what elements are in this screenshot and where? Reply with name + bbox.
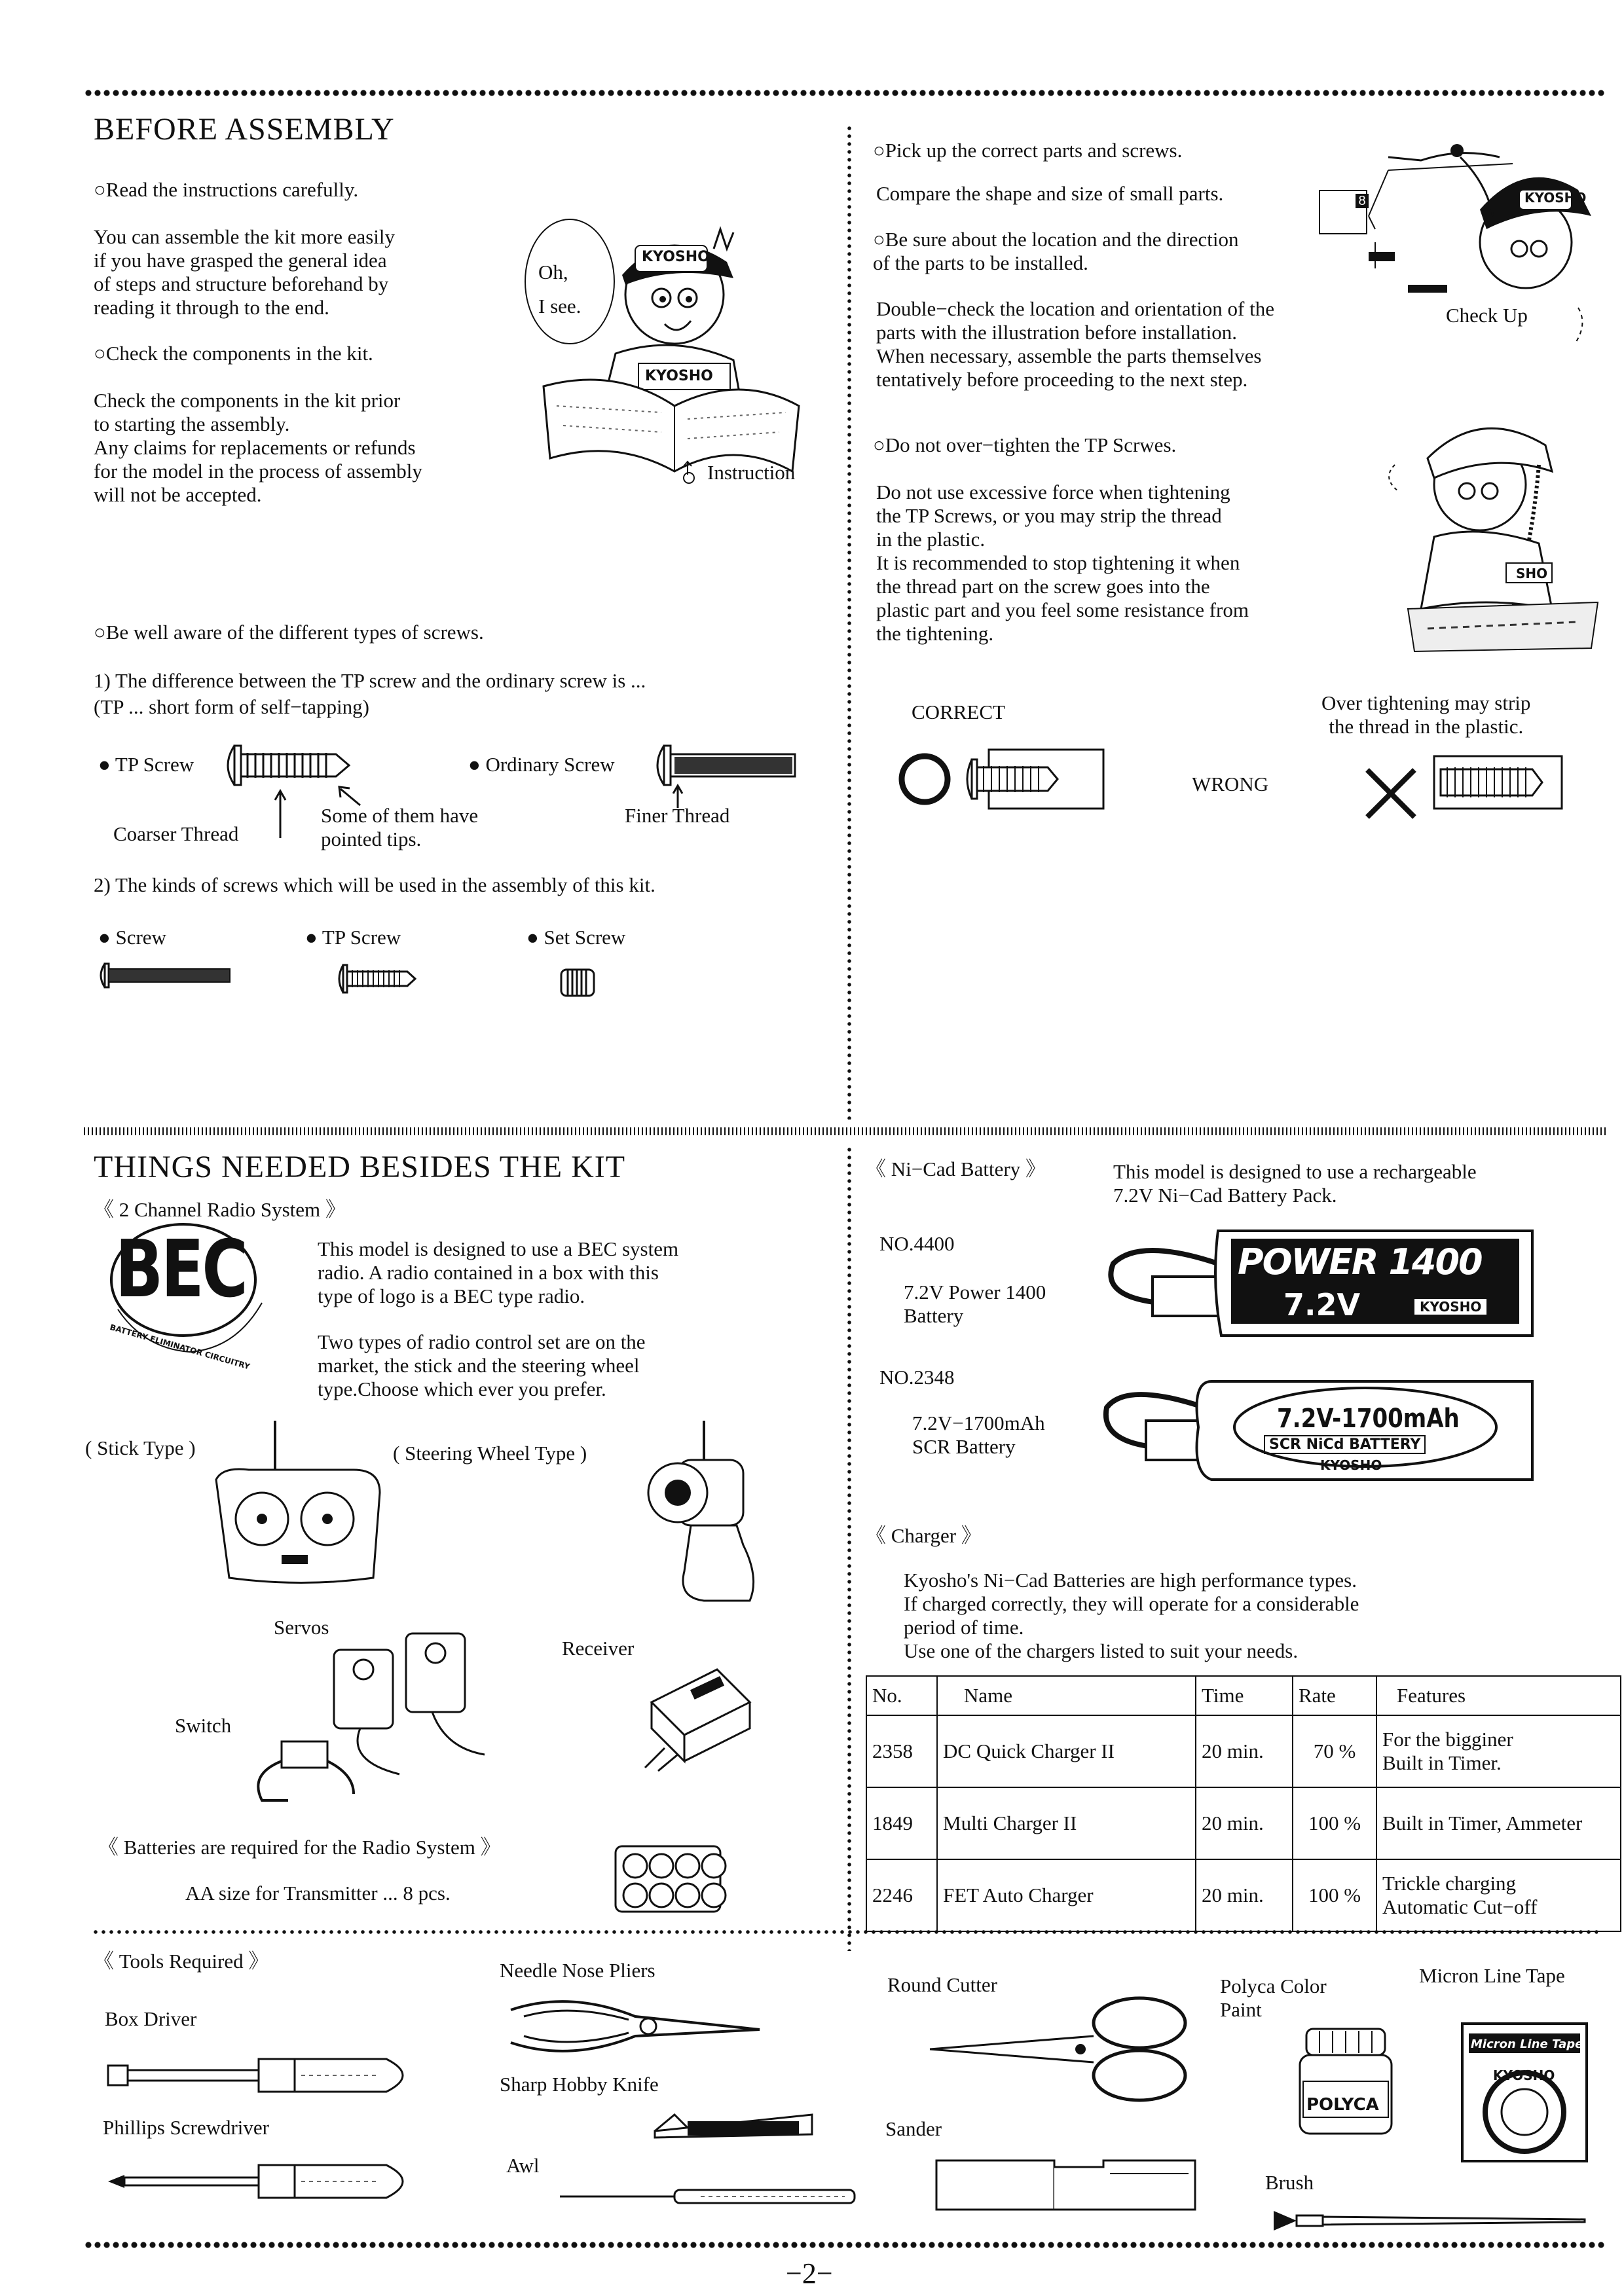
charger-heading: 《 Charger 》 [866,1524,982,1547]
correct-label: CORRECT [912,701,1005,723]
correct-screw-drawing [963,746,1108,812]
kind-set-screw: ● Set Screw [526,926,626,949]
header-no: No. [866,1676,937,1715]
sander-label: Sander [885,2117,942,2140]
page-number: −2− [786,2257,833,2289]
nicad-intro: This model is designed to use a rechargeable 7.2V Ni−Cad Battery Pack. [1113,1160,1477,1207]
header-features: Features [1376,1676,1621,1715]
things-needed-title: THINGS NEEDED BESIDES THE KIT [94,1150,626,1184]
set-screw-drawing [558,966,597,999]
check-heading: ○Check the components in the kit. [94,342,373,365]
stick-type-label: ( Stick Type ) [85,1436,196,1459]
cell-no: 1849 [866,1787,937,1859]
bottom-border [84,2242,1607,2248]
check-cap-logo: KYOSHO [1524,190,1587,206]
receiver-illustration [638,1663,756,1774]
compare-text: Compare the shape and size of small parts. [876,182,1224,205]
micron-brand: KYOSHO [1493,2068,1555,2083]
battery2-desc: 7.2V−1700mAh SCR Battery [912,1412,1045,1458]
wheel-type-label: ( Steering Wheel Type ) [393,1442,587,1465]
double-check-text: Double−check the location and orientation of the parts with the illustration before installation. When necessary, assemble the parts themselves tentatively before proceeding to the next step. [876,297,1274,391]
part-number: 8 [1356,194,1369,208]
pliers-label: Needle Nose Pliers [500,1959,655,1982]
instruction-label: Instruction [707,461,796,484]
phillips-label: Phillips Screwdriver [103,2116,269,2139]
bec-body: This model is designed to use a BEC system radio. A radio contained in a box with this type of logo is a BEC type radio. [318,1237,679,1307]
brush-label: Brush [1265,2171,1314,2194]
cell-time: 20 min. [1196,1787,1293,1859]
cell-rate: 100 % [1293,1859,1376,1931]
awl-label: Awl [506,2154,540,2177]
bubble-text: Oh, I see. [538,261,581,318]
screws-point2: 2) The kinds of screws which will be used in the assembly of this kit. [94,873,655,896]
screwdriver-shirt-logo: SHO [1516,566,1548,581]
box-driver-illustration [105,2049,426,2102]
cell-time: 20 min. [1196,1859,1293,1931]
read-body: You can assemble the kit more easily if you have grasped the general idea of steps and structure beforehand by reading it through to the end. [94,225,396,319]
servos-label: Servos [274,1616,329,1639]
table-row [866,1787,1621,1859]
overtighten-heading: ○Do not over−tighten the TP Scrwes. [873,433,1177,456]
battery1-illustration [1100,1218,1545,1349]
battery2-label2: SCR NiCd BATTERY [1264,1435,1426,1454]
ordinary-screw-drawing [651,742,802,788]
boy-screwdriver-illustration [1382,412,1608,655]
battery1-desc: 7.2V Power 1400 Battery [904,1281,1046,1327]
awl-illustration [557,2187,858,2206]
over-tightening-note: Over tightening may strip the thread in the plastic. [1321,691,1531,738]
tp-screw-label: ● TP Screw [98,753,194,776]
wrong-label: WRONG [1192,773,1269,795]
tp-screw-small-drawing [335,962,420,995]
kind-screw: ● Screw [98,926,166,949]
round-cutter-label: Round Cutter [887,1973,997,1996]
pointed-tips: Some of them have pointed tips. [321,804,479,850]
cell-rate: 70 % [1293,1715,1376,1787]
cell-features: Built in Timer, Ammeter [1376,1787,1621,1859]
switch-label: Switch [175,1714,232,1737]
shirt-logo: KYOSHO [645,368,713,384]
brush-illustration [1270,2208,1591,2234]
table-row [866,1715,1621,1787]
phillips-screwdriver-illustration [105,2155,426,2208]
charger-table-header [866,1676,1621,1715]
charger-table [866,1675,1621,1932]
cell-name: FET Auto Charger [937,1859,1196,1931]
vertical-divider-top [847,124,851,1120]
knife-label: Sharp Hobby Knife [500,2073,659,2096]
battery2-no: NO.2348 [879,1366,955,1389]
cell-name: DC Quick Charger II [937,1715,1196,1787]
pointer-icon [681,458,701,484]
micron-tape-text: Micron Line Tape [1471,2037,1583,2051]
battery2-brand: KYOSHO [1320,1457,1382,1473]
types-body: Two types of radio control set are on the market, the stick and the steering wheel type.Choose which ever you prefer. [318,1330,646,1400]
nicad-heading: 《 Ni−Cad Battery 》 [866,1157,1046,1180]
cell-no: 2246 [866,1859,937,1931]
check-up-label: Check Up [1446,304,1528,327]
charger-body: Kyosho's Ni−Cad Batteries are high performance types. If charged correctly, they will operate for a considerable period of time. Use one of the chargers listed to suit your needs. [904,1569,1359,1662]
battery2-label1: 7.2V-1700mAh [1277,1404,1460,1434]
polyca-paint-illustration [1293,2026,1398,2137]
cell-rate: 100 % [1293,1787,1376,1859]
cell-time: 20 min. [1196,1715,1293,1787]
wrong-x-icon [1362,765,1421,824]
check-body: Check the components in the kit prior to starting the assembly. Any claims for replacements or refunds for the model in the process of assembly will not be accepted. [94,389,422,506]
cell-features: Trickle charging Automatic Cut−off [1376,1859,1621,1931]
servos-switch-illustration [236,1630,544,1820]
screws-heading: ○Be well aware of the different types of screws. [94,621,484,644]
finer-thread: Finer Thread [625,804,730,827]
radio-heading: 《 2 Channel Radio System 》 [94,1198,346,1221]
knife-illustration [648,2102,819,2141]
pick-heading: ○Pick up the correct parts and screws. [873,139,1183,162]
cell-name: Multi Charger II [937,1787,1196,1859]
screw-drawing [97,962,234,989]
top-border [84,90,1607,96]
header-time: Time [1196,1676,1293,1715]
wheel-transmitter-illustration [638,1414,769,1611]
correct-circle-icon [898,753,957,812]
aa-text: AA size for Transmitter ... 8 pcs. [185,1882,451,1904]
tools-heading: 《 Tools Required 》 [94,1950,269,1973]
read-heading: ○Read the instructions carefully. [94,178,359,201]
cell-features: For the bigginer Built in Timer. [1376,1715,1621,1787]
battery1-label1: POWER 1400 [1238,1241,1482,1283]
box-driver-label: Box Driver [105,2007,197,2030]
before-assembly-title: BEFORE ASSEMBLY [94,112,395,147]
cell-no: 2358 [866,1715,937,1787]
bec-arc-text: BATTERY ELIMINATOR CIRCUITRY [109,1322,251,1372]
aa-batteries-illustration [602,1833,733,1925]
batteries-heading: 《 Batteries are required for the Radio System 》 [98,1836,501,1859]
header-rate: Rate [1293,1676,1376,1715]
boy-check-illustration [1329,144,1604,360]
stick-transmitter-illustration [210,1414,393,1591]
location-heading: ○Be sure about the location and the direction of the parts to be installed. [873,228,1239,274]
battery1-brand: KYOSHO [1414,1299,1486,1315]
coarser-thread: Coarser Thread [113,822,239,845]
receiver-label: Receiver [562,1637,635,1660]
wrong-screw-drawing [1421,753,1565,812]
header-name: Name [937,1676,1196,1715]
battery1-no: NO.4400 [879,1232,955,1255]
ordinary-screw-label: ● Ordinary Screw [468,753,615,776]
cap-logo: KYOSHO [642,249,710,265]
overtighten-body: Do not use excessive force when tightening the TP Screws, or you may strip the thread in the plastic. It is recommended to stop tightening it when the thread part on the screw goes into the plastic part and you feel some resistance from the tightening. [876,481,1249,645]
bec-logo-text: BEC [115,1224,246,1315]
battery1-label2: 7.2V [1283,1287,1361,1322]
vertical-divider-bottom [847,1146,851,1951]
table-row [866,1859,1621,1931]
pliers-illustration [504,1990,766,2062]
round-cutter-illustration [923,1997,1192,2102]
micron-label: Micron Line Tape [1419,1964,1565,1987]
kind-tp-screw: ● TP Screw [305,926,401,949]
sander-illustration [933,2154,1202,2213]
screws-point1: 1) The difference between the TP screw and the ordinary screw is ... (TP ... short form of self−tapping) [94,669,646,718]
section-divider [84,1127,1607,1135]
polyca-jar-label: POLYCA [1306,2095,1379,2115]
polyca-label: Polyca Color Paint [1220,1975,1327,2021]
